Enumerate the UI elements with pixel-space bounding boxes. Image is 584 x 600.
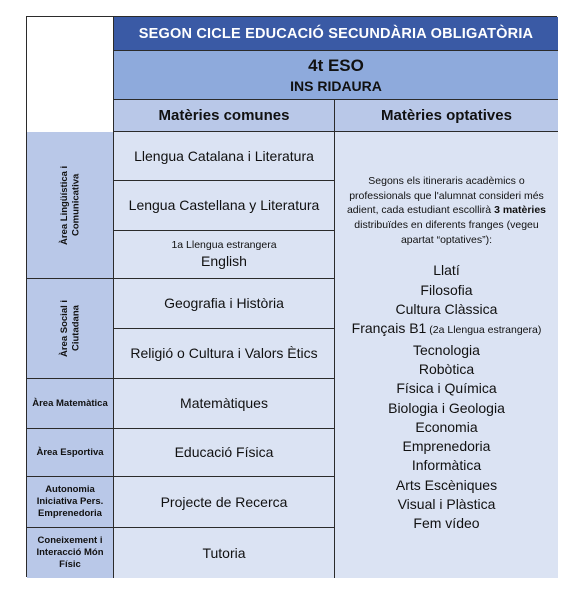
subject-geografia-label: Geografia i Història — [164, 295, 284, 312]
area-linguistica — [27, 132, 114, 279]
subject-educacio-fisica-label: Educació Física — [174, 444, 274, 461]
column-header-optional: Matèries optatives — [335, 100, 558, 132]
optional-subject: Informàtica — [411, 457, 482, 474]
area-coneixement: Coneixement i Interacció Món Físic — [27, 528, 114, 578]
optional-subject: Visual i Plàstica — [397, 496, 496, 512]
subject-recerca — [114, 477, 335, 528]
optional-intro-bold: 3 matèries — [494, 204, 547, 217]
subject-catalana-label: Llengua Catalana i Literatura — [134, 147, 314, 164]
area-social-label: Àrea Social i Ciutadana — [58, 299, 81, 358]
subject-estrangera-value: English — [201, 253, 247, 270]
area-linguistica-label: Àrea Lingüística i Comunicativa — [58, 165, 81, 245]
optional-intro-text-b: distribuïdes en diferents franges (vegeu apartat “optatives”): — [354, 219, 539, 246]
optional-subject: Economia — [415, 418, 478, 435]
course-name: 4t ESO — [308, 56, 364, 75]
subject-tutoria-label: Tutoria — [202, 544, 246, 561]
subject-religio — [114, 329, 335, 379]
subject-castellana — [114, 181, 335, 231]
subject-geografia — [114, 279, 335, 329]
subject-recerca-label: Projecte de Recerca — [160, 493, 288, 510]
subject-castellana-label: Lengua Castellana y Literatura — [128, 197, 320, 214]
optional-subject: Biologia i Geologia — [388, 399, 505, 416]
optional-subject: Física i Química — [396, 380, 497, 397]
optional-subject: Fem vídeo — [413, 515, 480, 532]
optional-subjects-panel — [335, 132, 558, 578]
optional-subject-frances — [352, 319, 542, 340]
subject-religio-label: Religió o Cultura i Valors Ètics — [130, 345, 318, 362]
curriculum-table — [26, 16, 557, 577]
optional-subject: Robòtica — [418, 360, 475, 377]
subject-estrangera-label: 1a Llengua estrangera — [171, 238, 277, 251]
optional-subject-frances-note: (2a Llengua estrangera) — [426, 324, 542, 337]
optional-intro — [347, 174, 547, 247]
subject-matematiques-label: Matemàtiques — [180, 395, 268, 412]
optional-subject: Emprenedoria — [402, 438, 491, 455]
subject-matematiques — [114, 379, 335, 429]
optional-subject: Arts Escèniques — [395, 476, 498, 493]
subject-tutoria — [114, 528, 335, 578]
optional-subject-frances-label: Français B1 — [351, 320, 427, 337]
corner-blank — [27, 17, 114, 132]
course-header — [114, 51, 558, 100]
optional-subject: Llatí — [433, 262, 460, 279]
column-header-common: Matèries comunes — [114, 100, 335, 132]
optional-subject-list — [352, 261, 542, 533]
subject-estrangera — [114, 231, 335, 279]
area-autonomia: Autonomia Iniciativa Pers. Emprenedoria — [27, 477, 114, 528]
optional-subject: Filosofia — [420, 281, 473, 298]
area-social — [27, 279, 114, 379]
optional-subject: Cultura Clàssica — [395, 301, 498, 318]
area-matematica: Àrea Matemàtica — [27, 379, 114, 429]
subject-educacio-fisica — [114, 429, 335, 477]
area-esportiva: Àrea Esportiva — [27, 429, 114, 477]
school-name: INS RIDAURA — [290, 78, 382, 94]
table-title: SEGON CICLE EDUCACIÓ SECUNDÀRIA OBLIGATÒRIA — [114, 17, 558, 51]
subject-catalana — [114, 132, 335, 181]
optional-intro-text-a: Segons els itineraris acadèmics o professionals que l'alumnat consideri més adient, cada estudiant escollirà — [346, 175, 544, 217]
optional-subject: Tecnologia — [413, 341, 480, 358]
